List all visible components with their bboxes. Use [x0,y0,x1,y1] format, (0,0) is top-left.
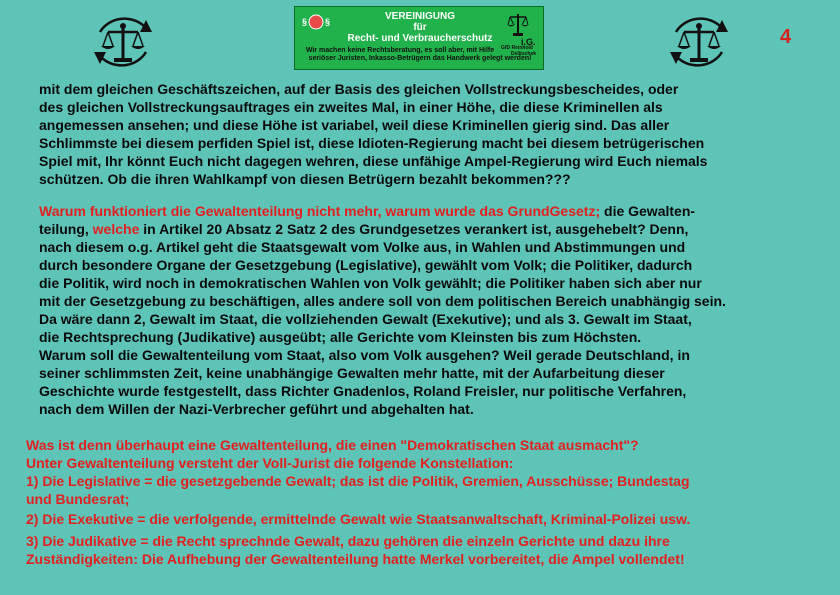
banner-title-3: Recht- und Verbraucherschutz [347,33,493,44]
paragraph-2-line-5: die Politik, wird noch in demokratischen Wahlen von Volk gewählt; die Politiker haben sich aber nur [39,275,702,291]
banner-title-1: VEREINIGUNG [384,11,455,22]
banner-founder-line-2: Delitschek [511,51,537,57]
paragraph-1-line-6: schützen. Ob die ihren Wahlkampf von diesen Betrügern bezahlt bekommen??? [39,171,571,187]
paragraph-3-line-2: Unter Gewaltenteilung versteht der Voll-Jurist die folgende Konstellation: [26,455,514,471]
paragraph-2-line-2 [39,221,688,238]
page-number: 4 [780,26,792,48]
paragraph-2-line-6: mit der Gesetzgebung zu beschäftigen, alles andere soll von dem politischen Bereich unabhängig sein. [39,293,726,309]
paragraph-2-line-2-post: in Artikel 20 Absatz 2 Satz 2 des Grundgesetzes verankert ist, ausgehebelt? Denn, [139,221,689,237]
paragraph-3-item-3-cont: Zuständigkeiten: Die Aufhebung der Gewaltenteilung hatte Merkel vorbereitet, die Ampel vollendet! [26,551,685,567]
banner-title-2: für [413,22,427,33]
paragraph-2-red-question: Warum funktioniert die Gewaltenteilung nicht mehr, warum wurde das GrundGesetz; [39,203,601,219]
paragraph-3-item-1: 1) Die Legislative = die gesetzgebende Gewalt; das ist die Politik, Gremien, Ausschüsse; Bundestag [26,473,690,489]
paragraph-2-line-10: seiner schlimmsten Zeit, keine unabhängige Gewalten mehr hatte, mit der Aufarbeitung dieser [39,365,665,381]
paragraph-3-item-1-cont: und Bundesrat; [26,491,130,507]
banner-tagline-2: seriöser Juristen, Inkasso-Betrügern das Handwerk gelegt werden! [308,55,532,62]
paragraph-1-line-1: mit dem gleichen Geschäftszeichen, auf der Basis des gleichen Vollstreckungsbescheides, oder [39,81,679,97]
banner-founder-line-1: GfD Reinhold [501,45,533,51]
paragraph-2-line-2-pre: teilung, [39,221,93,237]
justice-scale-logo-left-icon [86,12,160,72]
paragraph-2-line-7: Da wäre dann 2, Gewalt im Staat, die vollziehenden Gewalt (Exekutive); und als 3. Gewalt im Staat, [39,311,692,327]
banner-founder [501,45,536,57]
svg-text:§: § [325,17,331,27]
paragraph-1-line-3: angemessen ansehen; und diese Höhe ist variabel, weil diese Kriminellen gierig sind. Das aller [39,117,670,133]
svg-text:§: § [302,17,308,27]
paragraph-2-line-1-rest: die Gewalten- [600,203,696,219]
paragraph-2-line-9: Warum soll die Gewaltenteilung vom Staat, also vom Volk ausgehen? Weil gerade Deutschland, in [39,347,690,363]
paragraph-2-line-12: nach dem Willen der Nazi-Verbrecher geführt und abgehalten hat. [39,401,474,417]
association-banner [294,6,544,70]
paragraph-1-line-4: Schlimmste bei diesem perfiden Spiel ist, diese Idioten-Regierung macht bei diesem betrügerischen [39,135,705,151]
paragraph-2-line-4: durch besondere Organe der Gesetzgebung (Legislative), gewählt vom Volk; die Politiker, dadurch [39,257,693,273]
paragraph-2-line-3: nach diesem o.g. Artikel geht die Staatsgewalt vom Volke aus, in Wahlen und Abstimmungen und [39,239,686,255]
paragraph-2-line-8: die Rechtsprechung (Judikative) ausgeübt; alle Gerichte vom Kleinsten bis zum Höchsten. [39,329,642,345]
paragraph-3-item-2: 2) Die Exekutive = die verfolgende, ermittelnde Gewalt wie Staatsanwaltschaft, Kriminal-Polizei usw. [26,511,691,527]
paragraph-3-item-3: 3) Die Judikative = die Recht sprechnde Gewalt, dazu gehören die einzeln Gerichte und dazu ihre [26,533,670,549]
justice-scale-logo-right-icon [662,12,736,72]
banner-tagline-1: Wir machen keine Rechtsberatung, es soll aber, mit Hilfe [305,47,495,54]
banner-ev-mark: i.G. [521,37,536,47]
paragraph-2-red-word: welche [92,221,140,237]
paragraph-3-line-1: Was ist denn überhaupt eine Gewaltenteilung, die einen "Demokratischen Staat ausmacht"? [26,437,639,453]
paragraph-2-line-11: Geschichte wurde festgestellt, dass Richter Gnadenlos, Roland Freisler, nur politische Verfahren, [39,383,687,399]
paragraph-1-line-2: des gleichen Vollstreckungsauftrages ein zweites Mal, in einer Höhe, die diese Kriminellen als [39,99,663,115]
banner-scale-icon [507,11,529,37]
paragraph-1-line-5: Spiel mit, Ihr könnt Euch nicht dagegen wehren, diese unfähige Ampel-Regierung wird Euch niemals [39,153,708,169]
paragraph-2-line-1 [39,203,695,220]
